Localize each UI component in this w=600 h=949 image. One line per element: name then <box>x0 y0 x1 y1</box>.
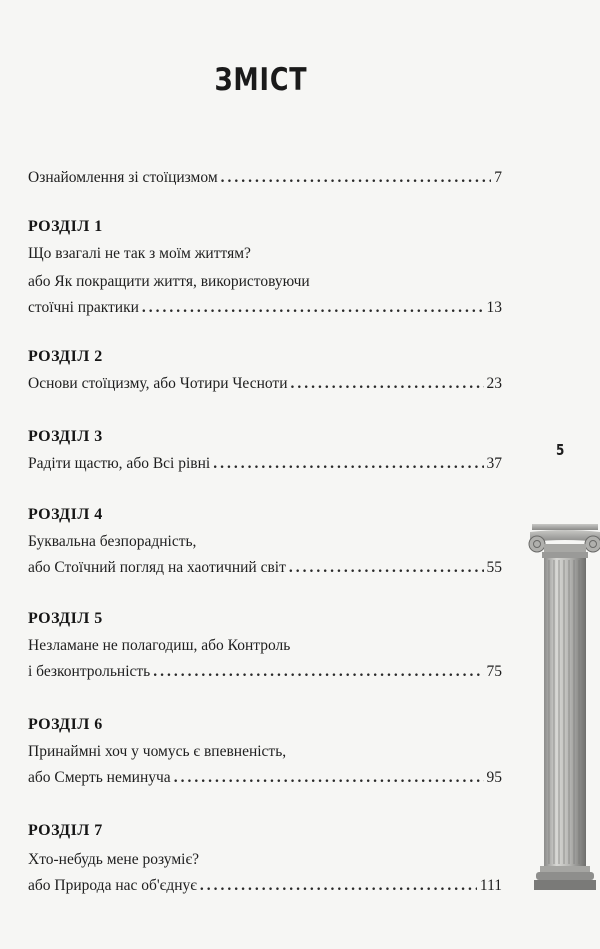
toc-entry-chapter-6[interactable] <box>28 768 502 788</box>
leader-dots <box>213 454 483 474</box>
leader-dots <box>142 298 484 318</box>
ionic-column-icon <box>528 522 600 892</box>
toc-entry-line: Що взагалі не так з моїм життям? <box>28 245 251 262</box>
toc-entry-text: або Стоїчний погляд на хаотичний світ <box>28 559 286 576</box>
leader-dots <box>174 768 484 788</box>
toc-page-number: 23 <box>486 375 502 392</box>
toc-entry-chapter-2[interactable] <box>28 374 502 394</box>
toc-entry-text: і безконтрольність <box>28 663 151 680</box>
leader-dots <box>291 374 484 394</box>
leader-dots <box>153 662 483 682</box>
toc-page-number: 75 <box>486 663 502 680</box>
toc-entry-text: Ознайомлення зі стоїцизмом <box>28 169 218 186</box>
toc-entry-chapter-1[interactable] <box>28 298 502 318</box>
leader-dots <box>289 558 484 578</box>
toc-page-number: 95 <box>486 769 502 786</box>
chapter-heading: РОЗДІЛ 3 <box>28 428 103 445</box>
page-number: 5 <box>556 441 565 459</box>
toc-page-number: 7 <box>494 169 502 186</box>
toc-entry-line: Хто-небудь мене розуміє? <box>28 851 199 868</box>
toc-page-number: 55 <box>486 559 502 576</box>
toc-entry-text: Радіти щастю, або Всі рівні <box>28 455 211 472</box>
chapter-heading: РОЗДІЛ 1 <box>28 218 103 235</box>
toc-entry-line: Незламане не полагодиш, або Контроль <box>28 637 291 654</box>
leader-dots <box>221 168 492 188</box>
toc-page-number: 13 <box>486 299 502 316</box>
toc-entry-chapter-7[interactable] <box>28 876 502 896</box>
toc-entry-line: Принаймні хоч у чомусь є впевненість, <box>28 743 287 760</box>
toc-entry-intro[interactable] <box>28 168 502 188</box>
toc-page-number: 37 <box>486 455 502 472</box>
chapter-heading: РОЗДІЛ 4 <box>28 506 103 523</box>
toc-entry-line: або Як покращити життя, використовуючи <box>28 273 310 290</box>
toc-page-number: 111 <box>479 877 502 894</box>
toc-entry-text: або Природа нас об'єднує <box>28 877 197 894</box>
chapter-heading: РОЗДІЛ 2 <box>28 348 103 365</box>
chapter-heading: РОЗДІЛ 5 <box>28 610 103 627</box>
toc-entry-text: або Смерть неминуча <box>28 769 171 786</box>
toc-entry-text: Основи стоїцизму, або Чотири Чесноти <box>28 375 288 392</box>
toc-entry-chapter-4[interactable] <box>28 558 502 578</box>
toc-entry-chapter-3[interactable] <box>28 454 502 474</box>
page-title: ЗМІСТ <box>214 62 308 98</box>
leader-dots <box>200 876 477 896</box>
toc-entry-chapter-5[interactable] <box>28 662 502 682</box>
toc-entry-text: стоїчні практики <box>28 299 139 316</box>
chapter-heading: РОЗДІЛ 7 <box>28 822 103 839</box>
chapter-heading: РОЗДІЛ 6 <box>28 716 103 733</box>
toc-entry-line: Буквальна безпорадність, <box>28 533 197 550</box>
